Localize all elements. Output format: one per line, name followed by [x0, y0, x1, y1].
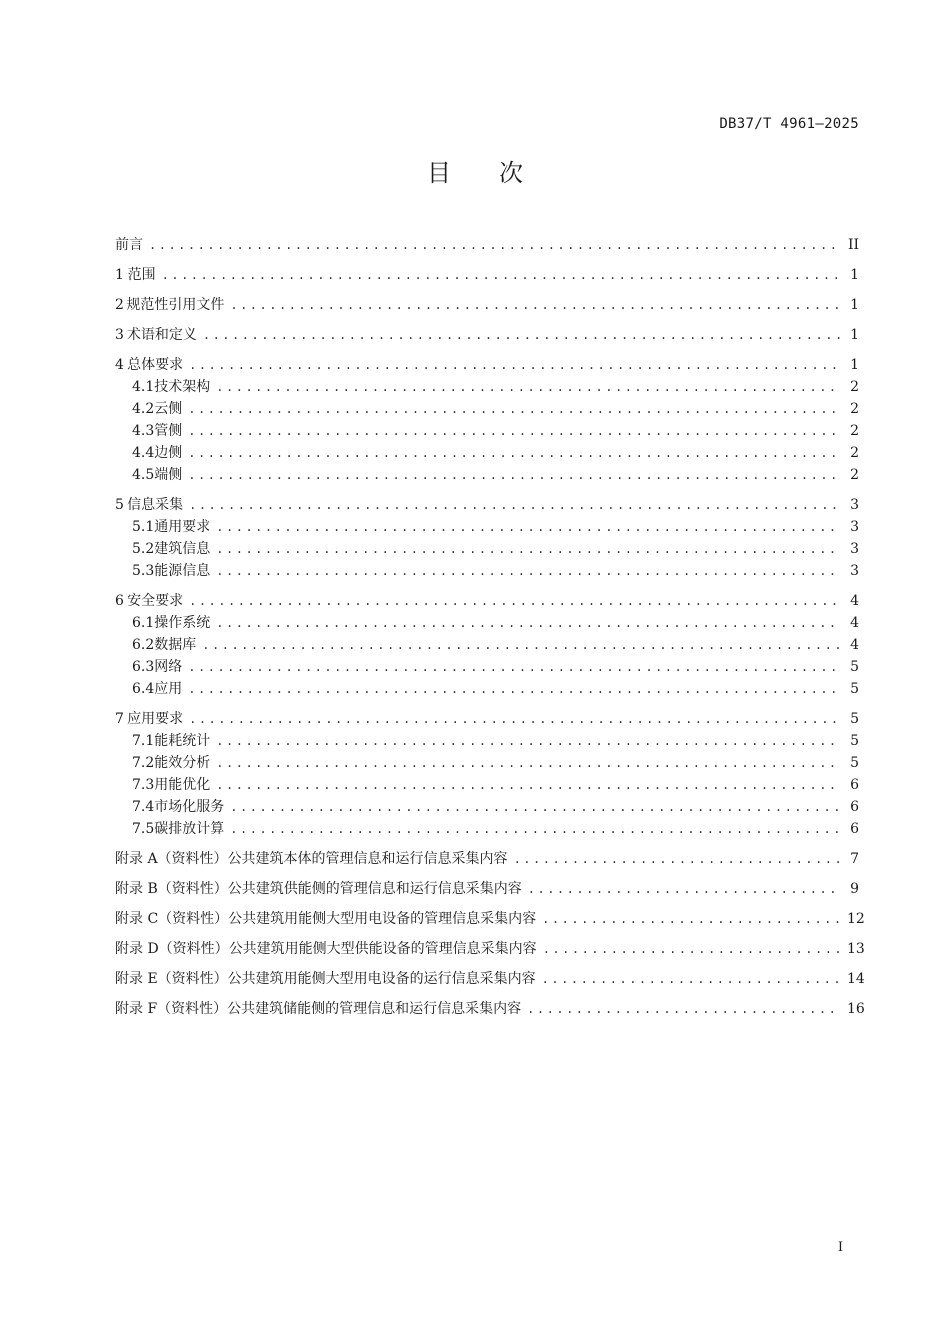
toc-entry[interactable]	[115, 256, 859, 286]
toc-entry-number: 3	[115, 327, 124, 343]
toc-entry-page: 3	[850, 563, 859, 579]
toc-entry-label: 公共建筑储能侧的管理信息和运行信息采集内容	[227, 1001, 522, 1017]
toc-entry-page: 2	[850, 467, 859, 483]
toc-entry-number: 附录 C（资料性）	[115, 911, 229, 927]
toc-entry-number: 7.2	[132, 755, 155, 771]
toc-entry-number: 4	[115, 357, 124, 373]
toc-entry[interactable]	[115, 752, 859, 774]
toc-entry[interactable]	[115, 234, 859, 256]
toc-entry-label: 通用要求	[154, 519, 211, 535]
toc-entry[interactable]	[115, 398, 859, 420]
toc-entry-label: 云侧	[154, 401, 183, 417]
toc-entry-number: 6.4	[132, 681, 155, 697]
dot-leader	[202, 634, 841, 656]
toc-entry-page: 1	[850, 267, 859, 283]
dot-leader	[216, 752, 841, 774]
toc-entry-page: 5	[850, 659, 859, 675]
toc-entry-label: 网络	[154, 659, 183, 675]
toc-entry[interactable]	[115, 990, 865, 1020]
dot-leader	[188, 398, 841, 420]
toc-entry-number: 7.4	[132, 799, 155, 815]
toc-entry-number: 4.3	[132, 423, 155, 439]
toc-entry-page: 13	[847, 941, 865, 957]
toc-entry-page: 4	[850, 637, 859, 653]
dot-leader	[216, 516, 841, 538]
dot-leader	[542, 908, 841, 930]
toc-entry[interactable]	[115, 346, 859, 376]
toc-entry[interactable]	[115, 612, 859, 634]
toc-entry[interactable]	[115, 582, 859, 612]
toc-entry-label: 公共建筑用能侧大型用电设备的管理信息采集内容	[228, 911, 537, 927]
toc-entry[interactable]	[115, 960, 865, 990]
dot-leader	[528, 878, 841, 900]
toc-entry-label: 术语和定义	[126, 327, 197, 343]
toc-entry[interactable]	[115, 464, 859, 486]
toc-entry-number: 6.3	[132, 659, 155, 675]
toc-entry-number: 5.2	[132, 541, 155, 557]
toc-entry-label: 市场化服务	[154, 799, 225, 815]
toc-entry[interactable]	[115, 376, 859, 398]
toc-entry[interactable]	[115, 818, 859, 840]
toc-entry-number: 4.4	[132, 445, 155, 461]
toc-entry-page: 1	[850, 357, 859, 373]
toc-entry-number: 4.1	[132, 379, 155, 395]
toc-entry-number: 附录 D（资料性）	[115, 941, 229, 957]
toc-entry[interactable]	[115, 700, 859, 730]
toc-entry[interactable]	[115, 930, 865, 960]
toc-entry-label: 端侧	[154, 467, 183, 483]
dot-leader	[216, 376, 841, 398]
toc-entry-number: 7.5	[132, 821, 155, 837]
toc-entry[interactable]	[115, 420, 859, 442]
toc-entry-label: 范围	[127, 267, 156, 283]
toc-entry-label: 公共建筑用能侧大型供能设备的管理信息采集内容	[228, 941, 537, 957]
page-number: I	[837, 1240, 843, 1255]
toc-entry-number: 7	[115, 711, 124, 727]
toc-entry-page: 6	[850, 821, 859, 837]
toc-entry-page: 12	[847, 911, 865, 927]
toc-entry-number: 1	[115, 267, 124, 283]
page-title: 目次	[427, 159, 571, 187]
toc-entry-number: 5	[115, 497, 124, 513]
toc-entry[interactable]	[115, 442, 859, 464]
toc-entry-number: 附录 B（资料性）	[115, 881, 228, 897]
toc-entry-label: 操作系统	[154, 615, 211, 631]
toc-entry-label: 管侧	[154, 423, 183, 439]
toc-entry-label: 技术架构	[154, 379, 211, 395]
toc-entry[interactable]	[115, 900, 865, 930]
toc-entry-label: 总体要求	[127, 357, 184, 373]
toc-entry-number: 7.1	[132, 733, 155, 749]
toc-entry-page: 2	[850, 423, 859, 439]
toc-entry-label: 能效分析	[154, 755, 211, 771]
dot-leader	[543, 938, 841, 960]
toc-entry-label: 数据库	[154, 637, 197, 653]
dot-leader	[514, 848, 841, 870]
toc-entry[interactable]	[115, 870, 859, 900]
dot-leader	[216, 774, 841, 796]
toc-entry-label: 边侧	[154, 445, 183, 461]
toc-entry[interactable]	[115, 516, 859, 538]
toc-entry-label: 能耗统计	[154, 733, 211, 749]
toc-entry-number: 2	[115, 297, 124, 313]
dot-leader	[527, 998, 841, 1020]
toc-entry[interactable]	[115, 730, 859, 752]
toc-entry-number: 4.5	[132, 467, 155, 483]
toc-entry-page: 3	[850, 497, 859, 513]
toc-entry-page: 7	[850, 851, 859, 867]
toc-entry-page: 9	[850, 881, 859, 897]
toc-entry[interactable]	[115, 538, 859, 560]
toc-entry-page: 4	[850, 593, 859, 609]
toc-entry-page: 14	[847, 971, 865, 987]
toc-entry-label: 能源信息	[154, 563, 211, 579]
toc-entry[interactable]	[115, 634, 859, 656]
toc-entry-page: 5	[850, 681, 859, 697]
toc-entry[interactable]	[115, 656, 859, 678]
dot-leader	[216, 538, 841, 560]
toc-entry-page: 16	[847, 1001, 865, 1017]
dot-leader	[542, 968, 841, 990]
toc-entry-page: 5	[850, 755, 859, 771]
dot-leader	[203, 324, 841, 346]
toc-entry-page: 2	[850, 401, 859, 417]
toc-entry-number: 7.3	[132, 777, 155, 793]
dot-leader	[188, 442, 841, 464]
toc-entry-page: II	[847, 237, 859, 253]
dot-leader	[162, 264, 841, 286]
toc-entry-page: 2	[850, 379, 859, 395]
toc-entry[interactable]	[115, 796, 859, 818]
document-code: DB37/T 4961—2025	[719, 116, 859, 132]
dot-leader	[230, 294, 841, 316]
toc-entry-number: 5.3	[132, 563, 155, 579]
toc-entry-number: 附录 A（资料性）	[115, 851, 228, 867]
dot-leader	[216, 612, 841, 634]
dot-leader	[149, 234, 841, 256]
toc-entry-number: 6.2	[132, 637, 155, 653]
toc-entry-label: 公共建筑本体的管理信息和运行信息采集内容	[227, 851, 508, 867]
dot-leader	[189, 590, 841, 612]
toc-entry-number: 附录 F（资料性）	[115, 1001, 228, 1017]
dot-leader	[188, 464, 841, 486]
dot-leader	[189, 494, 841, 516]
dot-leader	[216, 730, 841, 752]
toc-entry-label: 建筑信息	[154, 541, 211, 557]
toc-entry[interactable]	[115, 840, 859, 870]
toc-entry-page: 5	[850, 733, 859, 749]
toc-entry-page: 4	[850, 615, 859, 631]
toc-entry[interactable]	[115, 678, 859, 700]
dot-leader	[230, 796, 841, 818]
toc-entry-page: 3	[850, 541, 859, 557]
toc-entry-label: 公共建筑供能侧的管理信息和运行信息采集内容	[227, 881, 522, 897]
toc-entry-number: 附录 E（资料性）	[115, 971, 228, 987]
toc-entry-page: 1	[850, 327, 859, 343]
toc-entry-page: 6	[850, 799, 859, 815]
toc-entry-label: 应用	[154, 681, 183, 697]
toc-entry[interactable]	[115, 316, 859, 346]
toc-entry-label: 规范性引用文件	[126, 297, 225, 313]
toc-entry-label: 前言	[115, 237, 143, 253]
toc-entry-page: 6	[850, 777, 859, 793]
toc-entry[interactable]	[115, 486, 859, 516]
dot-leader	[189, 708, 841, 730]
toc-entry[interactable]	[115, 774, 859, 796]
toc-entry-label: 安全要求	[127, 593, 184, 609]
dot-leader	[189, 354, 841, 376]
toc-entry-label: 信息采集	[127, 497, 184, 513]
toc-entry[interactable]	[115, 560, 859, 582]
dot-leader	[188, 656, 841, 678]
toc-entry-number: 6	[115, 593, 124, 609]
dot-leader	[188, 420, 841, 442]
toc-entry-page: 3	[850, 519, 859, 535]
toc-entry-label: 碳排放计算	[154, 821, 225, 837]
toc-entry-page: 2	[850, 445, 859, 461]
dot-leader	[230, 818, 841, 840]
toc-entry-page: 5	[850, 711, 859, 727]
toc-entry-label: 用能优化	[154, 777, 211, 793]
toc-entry-number: 5.1	[132, 519, 155, 535]
toc-entry-number: 4.2	[132, 401, 155, 417]
toc-entry-number: 6.1	[132, 615, 155, 631]
toc-entry-label: 公共建筑用能侧大型用电设备的运行信息采集内容	[227, 971, 536, 987]
toc-entry-label: 应用要求	[127, 711, 184, 727]
toc-entry-page: 1	[850, 297, 859, 313]
dot-leader	[216, 560, 841, 582]
dot-leader	[188, 678, 841, 700]
toc-entry[interactable]	[115, 286, 859, 316]
table-of-contents	[115, 234, 865, 1020]
